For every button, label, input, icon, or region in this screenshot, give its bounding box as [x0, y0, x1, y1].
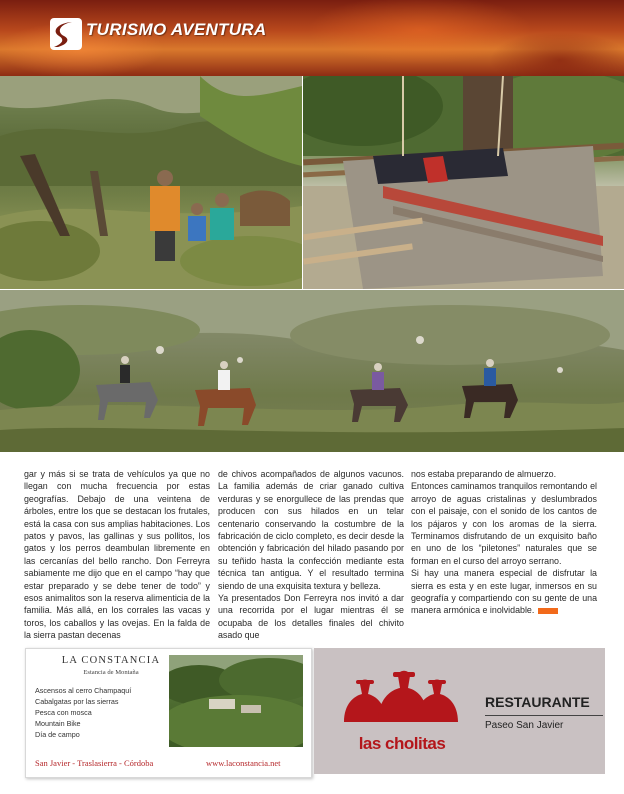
section-title: TURISMO AVENTURA	[86, 20, 267, 39]
section-header	[0, 0, 624, 76]
ad-constancia-name: LA CONSTANCIA	[61, 655, 161, 666]
list-item: Mountain Bike	[35, 719, 81, 728]
article-text-col3	[411, 468, 597, 617]
photo-horse-riders	[0, 290, 624, 452]
article-text-col3-body: nos estaba preparando de almuerzo. Entonces caminamos tranquilos remontando el arroyo de aguas cristalinas y deslumbrados con el paisaje, con el sonido de los cantos de los pájaros y con los aromas de la sierra. Terminamos disfrutando de un exquisito baño en uno de los “piletones” naturales que se forman en el curso del arroyo serrano. Si hay una manera especial de disfrutar la sierra es esta y en este lugar, inmersos en su geografía y compartiendo con su gente de una manera armónica e inolvidable.	[411, 469, 597, 616]
cholitas-hats-logo-icon	[336, 664, 466, 724]
ad-cholitas-category: RESTAURANTE	[485, 694, 590, 710]
article-text-col1: gar y más si se trata de vehículos ya que no llegan con mucha frecuencia por estas geografías. Debajo de una veintena de árboles, entre los que se destacan los frutales, está la casa con sus amplias habitaciones. Los patos y pavos, las gallinas y sus pollitos, los gatos y los perros deambulan libremente en las cercanías del bello rancho. Don Ferreyra sabiamente me dijo que en el campo “hay que estar preparado y se debe tener de todo” y esos animalitos son la reserva alimenticia de la familia. Más allá, en los corrales las vacas y toros, los caballos y las ovejas. En la falda de la sierra pastan decenas	[24, 469, 210, 641]
article-column-3	[411, 468, 597, 617]
list-item: Pesca con mosca	[35, 708, 92, 717]
photo-family-walking	[0, 76, 302, 289]
ad-cholitas-location: Paseo San Javier	[485, 720, 564, 731]
ad-cholitas-name: las cholitas	[358, 734, 446, 753]
photo-loom	[303, 76, 624, 289]
list-item: Día de campo	[35, 730, 80, 739]
ad-constancia-subtitle: Estancia de Montaña	[83, 669, 139, 676]
ad-constancia-location: San Javier - Traslasierra - Córdoba	[35, 758, 154, 768]
end-of-article-mark	[538, 608, 558, 614]
ad-constancia-website[interactable]: www.laconstancia.net	[206, 758, 281, 768]
article-column-2	[218, 468, 404, 642]
list-item: Cabalgatas por las sierras	[35, 697, 119, 706]
article-column-1	[24, 468, 210, 642]
divider	[485, 715, 603, 716]
ad-constancia-activities	[35, 685, 131, 740]
ad-constancia-photo	[169, 655, 303, 747]
swoosh-road-icon	[50, 18, 82, 50]
list-item: Ascensos al cerro Champaquí	[35, 686, 132, 695]
ad-la-constancia[interactable]	[25, 648, 312, 778]
article-text-col2: de chivos acompañados de algunos vacunos. La familia además de criar ganado cultiva verduras y se enorgullece de las prendas que producen con sus hilados en un telar centenario conservando la costumbre de la fabricación de ciclo completo, es decir desde la obtención y fabricación del hilado pasando por su teñido hasta la confección mediante esta técnica tan antigua. Y el resultado termina siendo de una exquisita textura y belleza. Ya presentados Don Ferreyra nos invitó a dar una recorrida por el lugar mientras él se ocupaba de los detalles finales del chivito asado que	[218, 469, 404, 641]
ad-las-cholitas[interactable]	[314, 648, 605, 774]
